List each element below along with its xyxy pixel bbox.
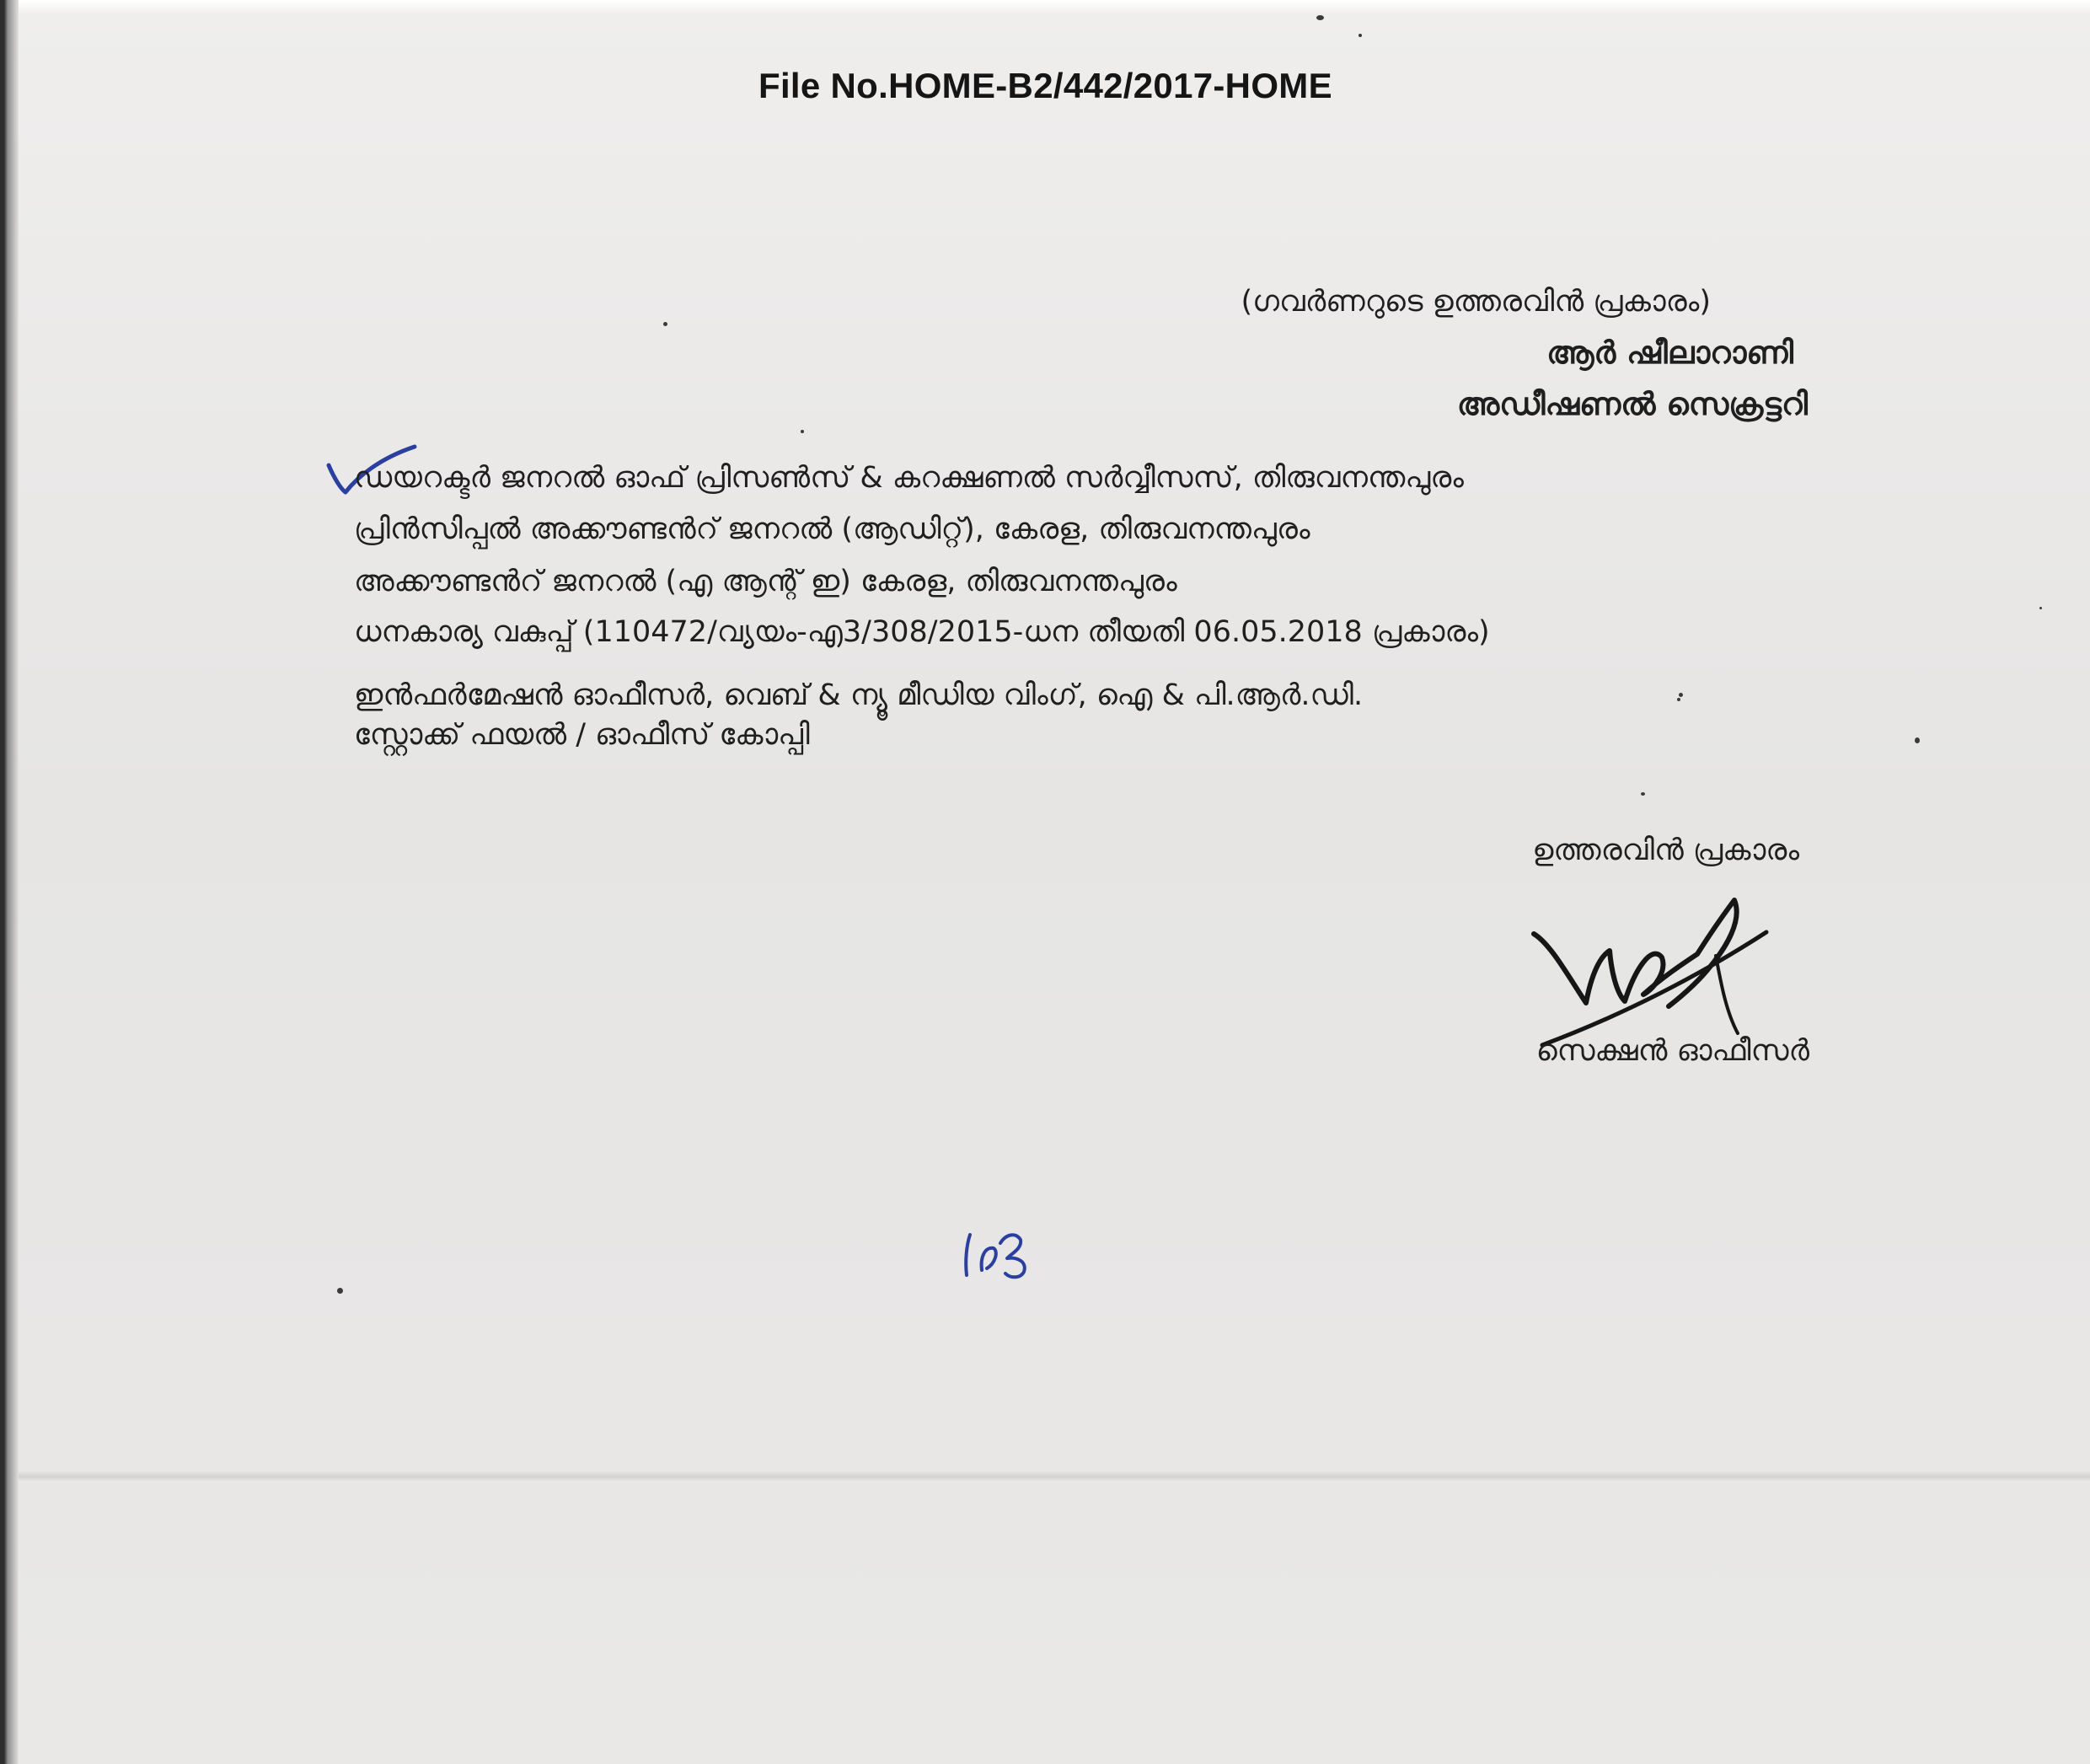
authority-designation: അഡീഷണൽ സെക്രട്ടറി — [1456, 386, 1808, 422]
recipient-item: അക്കൗണ്ടൻറ് ജനറൽ (എ ആന്റ് ഇ) കേരള, തിരുവനന്തപുരം — [354, 565, 1177, 598]
section-officer-designation: സെക്ഷൻ ഓഫീസർ — [1535, 1034, 1809, 1068]
recipient-item: ഇൻഫർമേഷൻ ഓഫീസർ, വെബ് & ന്യൂ മീഡിയ വിംഗ്, ഐ & പി.ആർ.ഡി. — [354, 678, 1364, 712]
paper-speck — [801, 430, 804, 433]
paper-speck — [1316, 15, 1324, 20]
recipient-item: ഡയറക്ടർ ജനറൽ ഓഫ് പ്രിസൺസ് & കറക്ഷണൽ സർവ്വീസസ്, തിരുവനന്തപുരം — [354, 461, 1464, 495]
by-order-line: ഉത്തരവിൻ പ്രകാരം — [1532, 834, 1799, 867]
paper-speck — [1679, 693, 1683, 697]
authority-name: ആർ ഷീലാറാണി — [1546, 335, 1793, 371]
page-top-edge — [0, 0, 2090, 15]
by-governor-order: (ഗവർണറുടെ ഉത്തരവിൻ പ്രകാരം) — [1241, 285, 1711, 319]
recipient-item: പ്രിൻസിപ്പൽ അക്കൗണ്ടൻറ് ജനറൽ (ആഡിറ്റ്), കേരള, തിരുവനന്തപുരം — [354, 512, 1310, 546]
recipient-item: ധനകാര്യ വകുപ്പ് (110472/വ്യയം-എ3/308/2015-ധന തീയതി 06.05.2018 പ്രകാരം) — [354, 615, 1490, 649]
paper-speck — [1358, 34, 1362, 37]
handwritten-initial — [957, 1209, 1049, 1285]
paper-speck — [1641, 792, 1645, 796]
paper-speck — [663, 322, 667, 326]
file-number: File No.HOME-B2/442/2017-HOME — [758, 66, 1332, 105]
recipient-item: സ്റ്റോക്ക് ഫയൽ / ഓഫീസ് കോപ്പി — [354, 718, 810, 752]
paper-speck — [2039, 607, 2042, 609]
paper-speck — [1677, 698, 1680, 701]
paper-fold-line — [19, 1471, 2090, 1483]
paper-speck — [1915, 737, 1920, 743]
paper-speck — [337, 1288, 343, 1294]
page-left-edge — [0, 0, 19, 1764]
